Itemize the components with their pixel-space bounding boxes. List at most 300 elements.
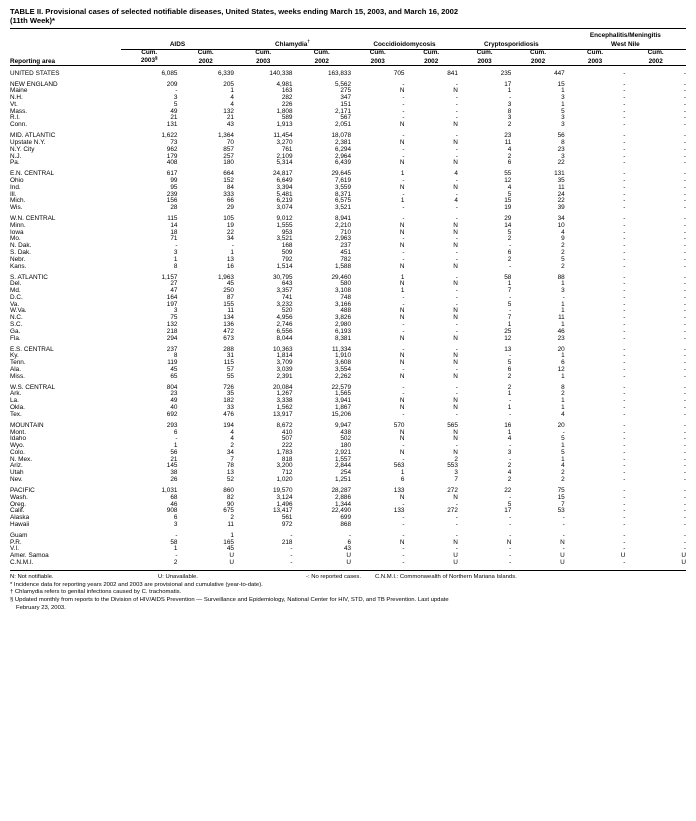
row-cell: - (623, 235, 626, 243)
row-cell: - (623, 132, 626, 140)
row-cell: - (683, 327, 686, 335)
row-cell: - (683, 334, 686, 342)
row-cell: 3 (561, 121, 565, 129)
row-cell: 3 (454, 469, 458, 477)
row-cell: 6,294 (335, 145, 352, 153)
row-cell: 163 (281, 87, 293, 95)
row-cell: 2,886 (335, 493, 352, 501)
row-area-label: Ill. (10, 190, 17, 198)
row-cell: 2 (507, 476, 512, 483)
row-cell: 9 (561, 235, 565, 243)
row-cell: 9,012 (276, 215, 293, 223)
row-cell: - (455, 321, 458, 329)
row-cell: 7 (454, 476, 458, 483)
row-cell: 507 (281, 435, 293, 443)
row-cell: N (453, 538, 458, 546)
row-area-label: N.Y. City (10, 145, 35, 153)
row-area-label: Del. (10, 280, 22, 288)
row-cell: 257 (223, 152, 234, 160)
row-cell: 5 (507, 359, 512, 367)
row-cell: 561 (281, 514, 293, 522)
row-cell: - (683, 455, 686, 463)
row-cell: 3,608 (335, 359, 352, 367)
subheader-cum-2: Cum. (197, 48, 214, 56)
row-cell: 699 (340, 514, 352, 522)
row-cell: 155 (223, 300, 234, 308)
row-cell: 2,980 (335, 321, 352, 329)
row-cell: N (399, 314, 405, 322)
row-cell: 7 (507, 314, 512, 322)
row-area-label: Iowa (10, 228, 24, 236)
row-cell: - (683, 500, 686, 508)
row-cell: - (455, 100, 458, 108)
row-cell: 2,746 (276, 321, 293, 329)
row-area-label: Mont. (10, 428, 26, 436)
row-cell: - (623, 531, 626, 539)
row-cell: 3 (173, 307, 178, 315)
row-cell: 58 (170, 538, 178, 546)
row-cell: - (509, 262, 512, 270)
row-cell: - (623, 300, 626, 308)
row-cell: 52 (226, 476, 234, 483)
row-cell: - (623, 204, 626, 212)
row-cell: 237 (166, 345, 178, 353)
row-cell: N (399, 307, 405, 315)
row-cell: - (683, 159, 686, 167)
row-cell: 218 (281, 538, 293, 546)
row-cell: - (623, 100, 626, 108)
row-cell: 151 (340, 100, 352, 108)
row-cell: 1,020 (276, 476, 293, 483)
row-area-label: Idaho (10, 435, 26, 443)
row-cell: - (683, 383, 686, 391)
row-cell: 1,496 (276, 500, 293, 508)
row-cell: 3,559 (335, 183, 352, 191)
row-cell: - (683, 507, 686, 515)
row-cell: 589 (281, 114, 293, 122)
row-area-label: Ky. (10, 352, 19, 360)
row-area-label: NEW ENGLAND (10, 80, 58, 88)
row-cell: 88 (557, 273, 565, 281)
table-header (10, 28, 686, 65)
row-cell: N (453, 262, 458, 270)
row-cell: 1 (173, 442, 178, 450)
title-block (0, 0, 696, 28)
row-cell: - (623, 383, 626, 391)
row-cell: 2 (454, 455, 458, 463)
row-cell: N (399, 435, 405, 443)
row-cell: 13 (226, 469, 234, 477)
row-cell: 164 (166, 293, 178, 301)
row-cell: 133 (393, 507, 405, 515)
row-cell: - (509, 552, 512, 560)
row-cell: 43 (226, 121, 234, 129)
row-cell: 2 (561, 469, 565, 477)
row-cell: - (455, 345, 458, 353)
subheader-year-3: 2003 (256, 57, 271, 65)
row-cell: - (683, 190, 686, 198)
row-cell: - (509, 493, 512, 501)
row-cell: 2,171 (335, 107, 352, 115)
table-row (10, 160, 686, 167)
row-cell: 235 (500, 69, 512, 77)
row-cell: 99 (170, 177, 178, 185)
row-cell: 804 (166, 383, 178, 391)
row-cell: - (455, 383, 458, 391)
row-area-label: Va. (10, 300, 20, 308)
row-cell: N (453, 404, 458, 411)
subheader-year-10: 2002 (648, 57, 663, 65)
row-area-label: Wis. (10, 204, 23, 212)
row-area-label: W.S. CENTRAL (10, 383, 56, 391)
row-cell: 1 (561, 280, 565, 288)
row-cell: 1,963 (217, 273, 234, 281)
row-cell: 75 (557, 486, 565, 494)
row-cell: 1 (173, 545, 178, 553)
subheader-year-8: 2002 (530, 57, 546, 65)
row-cell: 133 (393, 486, 405, 494)
row-cell: - (455, 500, 458, 508)
row-cell: 4 (507, 183, 512, 191)
row-cell: 29 (504, 215, 512, 223)
row-cell: 3 (507, 448, 512, 456)
row-cell: 502 (340, 435, 352, 443)
row-cell: 4 (454, 197, 458, 205)
row-cell: 1 (561, 442, 565, 450)
row-cell: 1 (400, 170, 405, 178)
row-cell: 1,622 (161, 132, 178, 140)
row-cell: - (509, 558, 512, 566)
row-cell: 2,964 (335, 152, 352, 160)
row-cell: 49 (170, 397, 178, 405)
row-cell: U (453, 552, 458, 560)
row-cell: 2,051 (335, 121, 352, 129)
row-area-label: N.C. (10, 314, 23, 322)
row-area-label: Alaska (10, 514, 30, 522)
notifiable-diseases-table (10, 28, 686, 567)
row-cell: 860 (223, 486, 234, 494)
row-cell: - (455, 132, 458, 140)
row-cell: 11 (558, 314, 565, 322)
row-cell: 3 (561, 152, 565, 160)
row-cell: 1 (561, 352, 565, 360)
row-cell: 7,619 (335, 177, 352, 185)
row-cell: - (455, 94, 458, 102)
row-cell: 1 (561, 100, 565, 108)
row-area-label: MID. ATLANTIC (10, 132, 56, 140)
row-cell: 58 (504, 273, 512, 281)
row-cell: - (402, 132, 405, 140)
row-area-label: Minn. (10, 221, 26, 229)
row-cell: - (683, 493, 686, 501)
row-cell: - (402, 327, 405, 335)
row-cell: N (453, 228, 458, 236)
row-area-label: Conn. (10, 121, 28, 129)
row-cell: - (623, 293, 626, 301)
row-cell: 282 (281, 94, 293, 102)
row-cell: N (453, 428, 458, 436)
row-cell: N (506, 538, 512, 546)
footnote-dagger: † Chlamydia refers to genital infections caused by C. trachomatis. (10, 589, 182, 596)
row-cell: 2 (561, 249, 565, 257)
row-cell: 2 (507, 255, 512, 263)
row-cell: 22 (557, 159, 565, 167)
group-header-labels-row (10, 40, 686, 49)
row-cell: - (455, 190, 458, 198)
row-cell: - (509, 307, 512, 315)
row-cell: 6,556 (276, 327, 293, 335)
row-cell: 1 (400, 469, 405, 477)
row-cell: - (623, 476, 626, 483)
row-cell: 165 (223, 538, 234, 546)
reporting-area-header: Reporting area (10, 57, 56, 65)
footnote-section: § Updated monthly from reports to the Division of HIV/AIDS Prevention — Surveillance and Epidemiology, National Center for HIV, STD, and TB Prevention. Last update (10, 597, 449, 604)
row-cell: - (623, 500, 626, 508)
row-cell: - (683, 152, 686, 160)
row-cell: 222 (281, 442, 293, 450)
row-cell: 675 (223, 507, 234, 515)
row-area-label: Ala. (10, 365, 22, 373)
row-cell: 451 (340, 249, 352, 257)
row-cell: 1,910 (335, 352, 352, 360)
row-area-label: S.C. (10, 321, 23, 329)
row-cell: 1 (507, 321, 512, 329)
row-cell: - (623, 197, 626, 205)
row-cell: - (623, 159, 626, 167)
row-cell: - (509, 545, 512, 553)
row-cell: - (455, 204, 458, 212)
row-area-label: W.N. CENTRAL (10, 215, 56, 223)
row-cell: 3 (561, 114, 565, 122)
row-cell: 22,490 (331, 507, 352, 515)
row-cell: - (683, 531, 686, 539)
row-cell: 741 (281, 293, 293, 301)
legend-row (10, 574, 686, 582)
row-cell: 71 (170, 235, 178, 243)
row-cell: - (562, 520, 565, 528)
row-cell: U (346, 552, 352, 560)
row-cell: - (623, 87, 626, 95)
row-cell: - (402, 410, 405, 418)
row-cell: - (683, 87, 686, 95)
row-cell: 3,554 (335, 365, 352, 373)
row-area-label: Upstate N.Y. (10, 138, 46, 146)
row-cell: 115 (223, 359, 234, 367)
row-cell: 38 (170, 469, 178, 477)
row-cell: 4 (230, 100, 234, 108)
row-cell: - (509, 455, 512, 463)
row-cell: 13 (504, 345, 512, 353)
row-cell: 5 (561, 448, 565, 456)
row-cell: 1 (561, 372, 565, 380)
row-cell: - (175, 552, 178, 560)
row-cell: - (455, 410, 458, 418)
row-cell: 6,339 (217, 69, 234, 77)
row-cell: 84 (226, 183, 234, 191)
row-cell: 6,439 (335, 159, 352, 167)
row-cell: - (402, 152, 405, 160)
row-cell: N (453, 159, 458, 167)
row-cell: - (455, 152, 458, 160)
row-cell: - (509, 520, 512, 528)
row-cell: N (453, 138, 458, 146)
row-cell: 134 (223, 314, 234, 322)
footnote-star: * Incidence data for reporting years 2002 and 2003 are provisional and cumulative (year-to-date). (10, 581, 263, 588)
row-cell: N (399, 397, 405, 405)
row-cell: - (402, 321, 405, 329)
page-title (10, 7, 686, 26)
row-cell: 617 (166, 170, 178, 178)
row-area-label: Calif. (10, 507, 25, 515)
row-cell: - (683, 114, 686, 122)
row-cell: - (562, 428, 565, 436)
row-cell: - (509, 531, 512, 539)
row-cell: - (623, 190, 626, 198)
row-cell: 3,521 (335, 204, 352, 212)
row-cell: - (562, 514, 565, 522)
row-cell: 3,826 (335, 314, 352, 322)
row-cell: - (623, 287, 626, 295)
row-cell: 5,481 (276, 190, 293, 198)
row-area-label: Maine (10, 87, 28, 95)
row-cell: - (402, 531, 405, 539)
row-cell: 1,588 (335, 262, 352, 270)
row-cell: - (623, 421, 626, 429)
row-cell: - (683, 397, 686, 405)
row-cell: 21 (170, 114, 178, 122)
row-cell: 13,917 (272, 410, 293, 418)
row-cell: 567 (340, 114, 352, 122)
row-cell: 10,363 (272, 345, 293, 353)
subheader-cum-4: Cum. (313, 48, 330, 56)
row-cell: - (175, 87, 178, 95)
row-cell: - (402, 514, 405, 522)
row-cell: - (683, 520, 686, 528)
row-cell: - (683, 132, 686, 140)
row-cell: - (683, 514, 686, 522)
row-cell: 6 (561, 359, 565, 367)
row-cell: 21 (170, 455, 178, 463)
row-cell: - (683, 255, 686, 263)
row-cell: - (683, 545, 686, 553)
row-cell: 31 (226, 352, 234, 360)
row-cell: - (623, 428, 626, 436)
row-cell: - (455, 514, 458, 522)
row-cell: - (683, 280, 686, 288)
row-cell: - (623, 307, 626, 315)
row-cell: - (509, 293, 512, 301)
row-cell: 8,381 (335, 334, 352, 342)
row-area-label: Md. (10, 287, 21, 295)
row-cell: 6 (507, 249, 512, 257)
legend-no-reported-cases: -: No reported cases. (306, 573, 362, 580)
row-cell: 2,844 (335, 462, 352, 470)
row-cell: 3,200 (276, 462, 293, 470)
row-cell: - (455, 273, 458, 281)
row-cell: - (683, 107, 686, 115)
row-cell: 29,460 (331, 273, 352, 281)
row-cell: 55 (504, 170, 512, 178)
row-cell: - (455, 215, 458, 223)
row-cell: 1 (230, 249, 234, 257)
row-cell: - (623, 455, 626, 463)
row-cell: - (623, 359, 626, 367)
row-cell: 818 (281, 455, 293, 463)
row-cell: 4,956 (276, 314, 293, 322)
row-cell: 8,941 (335, 215, 352, 223)
group-header-encephalitis-line2: West Nile (565, 40, 686, 49)
row-cell: - (683, 365, 686, 373)
row-cell: - (455, 255, 458, 263)
row-cell: - (623, 352, 626, 360)
row-cell: 1 (561, 321, 565, 329)
row-cell: - (623, 448, 626, 456)
row-cell: 2 (230, 514, 234, 522)
row-cell: 6,085 (161, 69, 178, 77)
row-cell: 1 (507, 428, 512, 436)
row-cell: - (623, 273, 626, 281)
row-cell: 205 (223, 80, 234, 88)
row-cell: - (402, 177, 405, 185)
row-cell: 1,031 (161, 486, 178, 494)
row-cell: 1,562 (276, 404, 293, 411)
row-cell: N (399, 493, 405, 501)
row-cell: 57 (226, 365, 234, 373)
row-cell: 237 (340, 242, 352, 250)
table-row (10, 560, 686, 567)
row-cell: - (623, 177, 626, 185)
row-cell: N (453, 435, 458, 443)
row-cell: - (562, 293, 565, 301)
row-cell: 3 (507, 114, 512, 122)
row-cell: - (683, 287, 686, 295)
legend-unavailable: U: Unavailable. (158, 573, 198, 580)
row-cell: 34 (226, 235, 234, 243)
row-cell: 18 (170, 228, 178, 236)
subheader-year-7: 2003 (477, 57, 492, 65)
row-cell: - (623, 372, 626, 380)
row-cell: 4,981 (276, 80, 293, 88)
subheader-year-6: 2002 (424, 57, 439, 65)
subheader-cum-6: Cum. (423, 48, 440, 56)
row-cell: 45 (226, 545, 234, 553)
subheader-cum-7: Cum. (476, 48, 493, 56)
row-cell: 15 (504, 197, 512, 205)
row-cell: 293 (166, 421, 178, 429)
row-cell: 476 (223, 410, 234, 418)
row-cell: - (290, 545, 293, 553)
row-cell: 712 (281, 469, 293, 477)
row-cell: 1,913 (276, 121, 293, 129)
row-cell: - (683, 359, 686, 367)
row-cell: 55 (226, 372, 234, 380)
row-cell: - (290, 552, 293, 560)
row-cell: 239 (166, 190, 178, 198)
row-cell: 4 (507, 469, 512, 477)
row-cell: 447 (554, 69, 565, 77)
row-cell: - (290, 558, 293, 566)
row-cell: 27 (170, 280, 178, 288)
row-cell: 3,521 (276, 235, 293, 243)
row-cell: U (681, 558, 686, 566)
row-cell: - (623, 152, 626, 160)
row-cell: 23 (170, 390, 178, 398)
row-cell: - (623, 493, 626, 501)
row-cell: - (623, 507, 626, 515)
row-cell: 17 (504, 507, 512, 515)
row-cell: 3 (507, 100, 512, 108)
row-cell: 152 (223, 177, 234, 185)
